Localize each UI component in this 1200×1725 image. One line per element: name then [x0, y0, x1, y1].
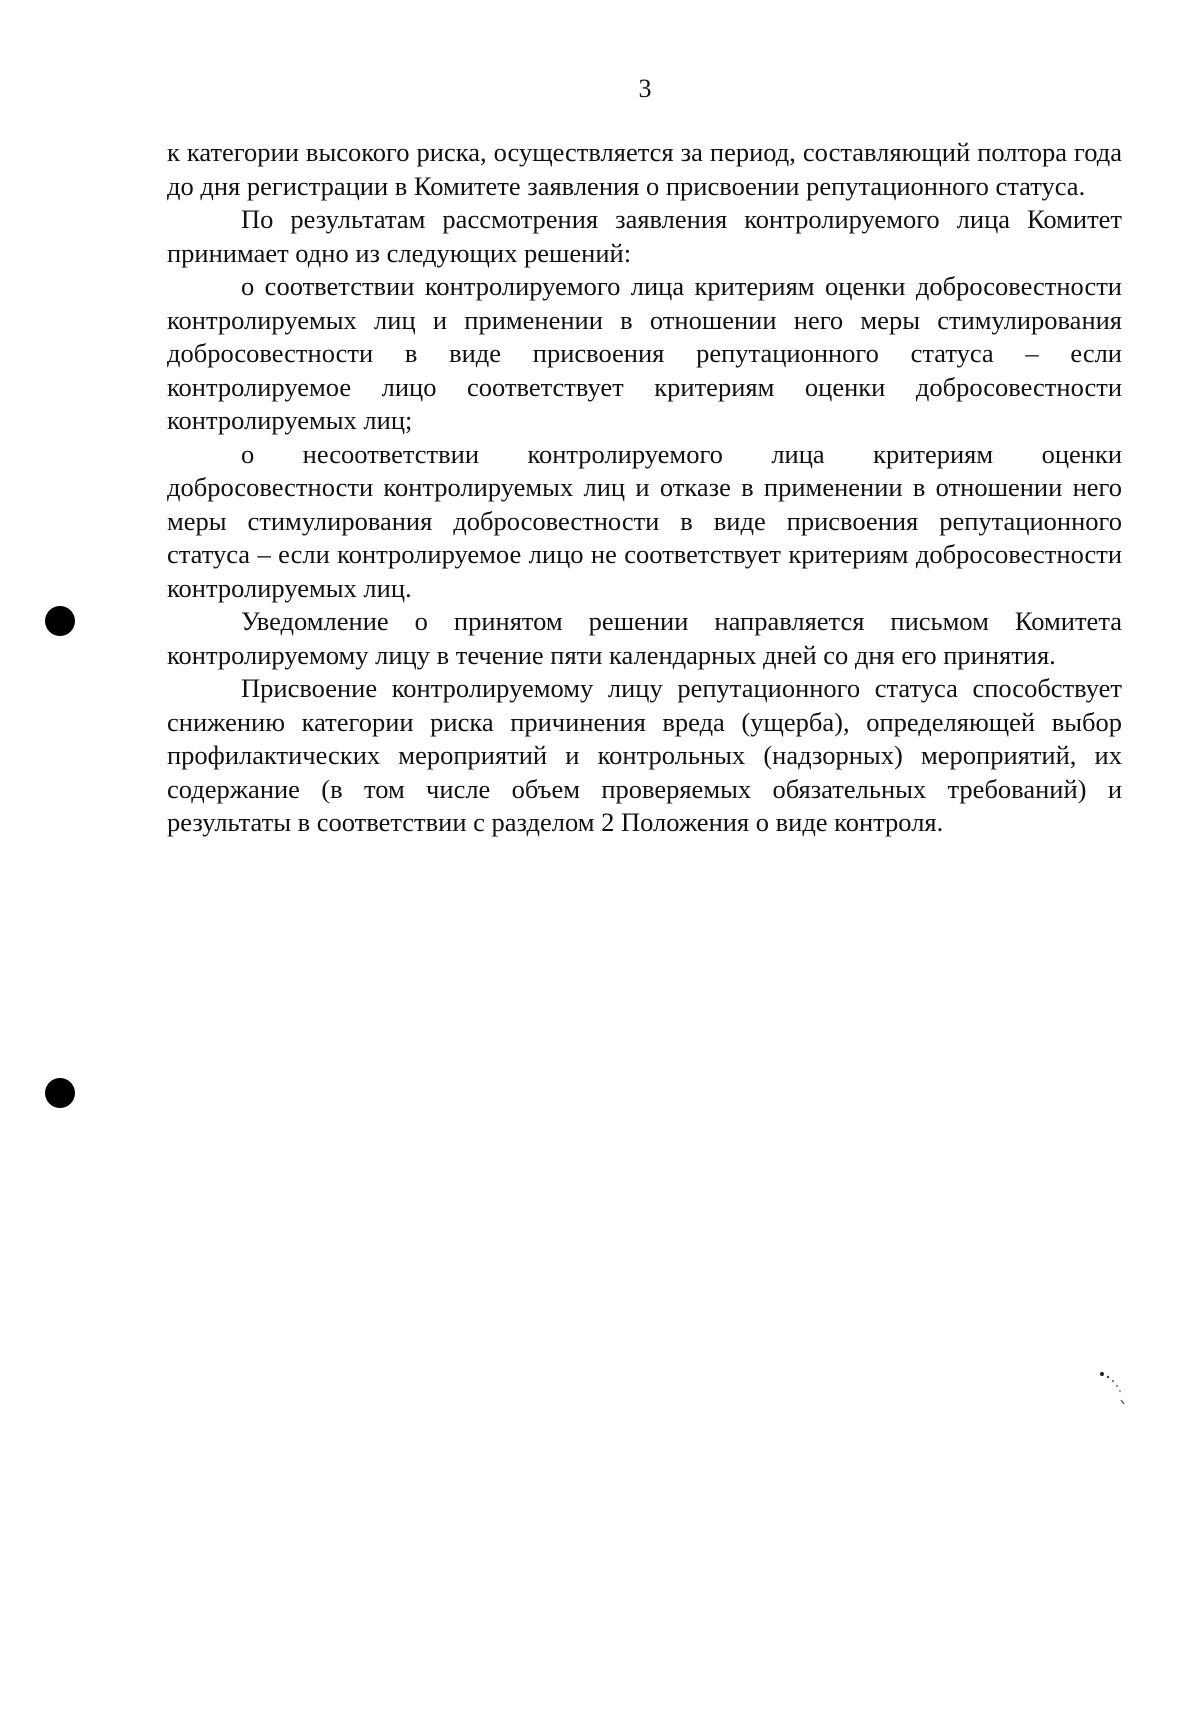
- paragraph-decision-intro: По результатам рассмотрения заявления контролируемого лица Комитет принимает одно из следующих решений:: [167, 204, 1122, 268]
- punch-hole-mark: [45, 1078, 75, 1108]
- page-number: 3: [638, 74, 652, 103]
- paragraph-decision-noncompliance: о несоответствии контролируемого лица критериям оценки добросовестности контролируемых лиц и отказе в применении в отношении него меры стимулирования добросовестности в виде присвоения репутационного статуса – если контролируемое лицо не соответствует критериям добросовестности контролируемых лиц.: [167, 438, 1122, 603]
- scan-speck-marks: [1098, 1370, 1128, 1410]
- punch-hole-mark: [45, 606, 75, 636]
- paragraph-risk-period: к категории высокого риска, осуществляется за период, составляющий полтора года до дня регистрации в Комитете заявления о присвоении репутационного статуса.: [167, 137, 1122, 201]
- paragraph-status-effect: Присвоение контролируемому лицу репутационного статуса способствует снижению категории риска причинения вреда (ущерба), определяющей выбор профилактических мероприятий и контрольных (надзорных) мероприятий, их содержание (в том числе объем проверяемых обязательных требований) и результаты в соответствии с разделом 2 Положения о виде контроля.: [167, 673, 1122, 837]
- paragraph-decision-compliance: о соответствии контролируемого лица критериям оценки добросовестности контролируемых лиц и применении в отношении него меры стимулирования добросовестности в виде присвоения репутационного статуса – если контролируемое лицо соответствует критериям оценки добросовестности контролируемых лиц;: [167, 271, 1122, 435]
- paragraph-notification: Уведомление о принятом решении направляется письмом Комитета контролируемому лицу в течение пяти календарных дней со дня его принятия.: [167, 606, 1122, 670]
- document-body: [167, 136, 1122, 840]
